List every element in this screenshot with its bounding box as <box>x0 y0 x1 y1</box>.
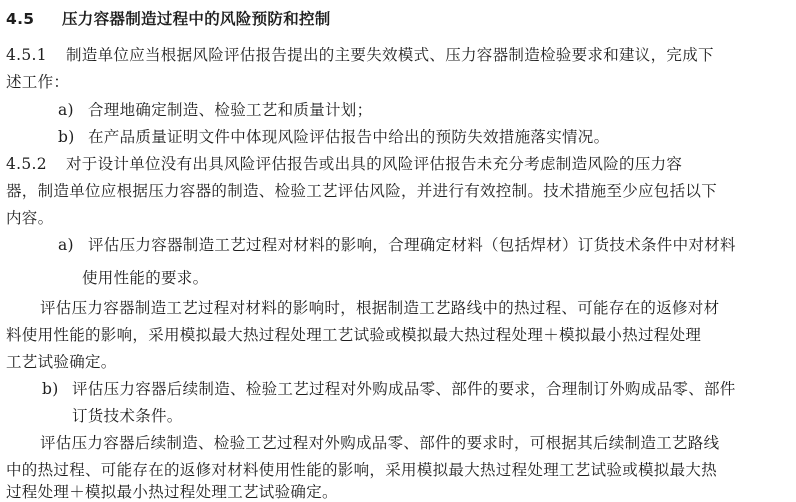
paragraph-a-line-2: 料使用性能的影响，采用模拟最大热过程处理工艺试验或模拟最大热过程处理＋模拟最小热过程处理 <box>6 326 702 344</box>
clause-4-5-1-line-2: 述工作： <box>6 73 70 91</box>
section-title: 压力容器制造过程中的风险预防和控制 <box>62 10 331 28</box>
clause-4-5-2-line-2: 器，制造单位应根据压力容器的制造、检验工艺评估风险，并进行有效控制。技术措施至少应包括以下 <box>6 182 718 200</box>
list-marker: b) <box>58 128 75 146</box>
clause-text: 对于设计单位没有出具风险评估报告或出具的风险评估报告未充分考虑制造风险的压力容 <box>66 155 683 173</box>
clause-4-5-2-line-1 <box>6 154 682 174</box>
paragraph-b-line-2: 中的热过程、可能存在的返修对材料使用性能的影响，采用模拟最大热过程处理工艺试验或模拟最大热 <box>6 461 718 479</box>
list-marker: b) <box>42 380 59 398</box>
list-item-text: 评估压力容器制造工艺过程对材料的影响，合理确定材料（包括焊材）订货技术条件中对材料 <box>88 236 736 254</box>
paragraph-a-line-3: 工艺试验确定。 <box>6 353 117 371</box>
list-item-4-5-2-b <box>42 379 736 399</box>
list-item-text: 在产品质量证明文件中体现风险评估报告中给出的预防失效措施落实情况。 <box>88 128 610 146</box>
paragraph-b-line-3: 过程处理＋模拟最小热过程处理工艺试验确定。 <box>6 483 338 501</box>
clause-4-5-1-line-1 <box>6 45 714 65</box>
list-item-4-5-1-a <box>58 100 372 120</box>
paragraph-b-line-1: 评估压力容器后续制造、检验工艺过程对外购成品零、部件的要求时，可根据其后续制造工艺路线 <box>40 434 720 452</box>
list-item-4-5-2-a-line-2: 使用性能的要求。 <box>82 269 209 287</box>
paragraph-a-line-1: 评估压力容器制造工艺过程对材料的影响时，根据制造工艺路线中的热过程、可能存在的返修对材 <box>40 299 720 317</box>
clause-text: 制造单位应当根据风险评估报告提出的主要失效模式、压力容器制造检验要求和建议，完成下 <box>66 46 714 64</box>
section-number: 4.5 <box>6 10 35 28</box>
clause-4-5-2-line-3: 内容。 <box>6 209 54 227</box>
clause-number: 4.5.1 <box>6 46 47 64</box>
list-item-text: 评估压力容器后续制造、检验工艺过程对外购成品零、部件的要求，合理制订外购成品零、部件 <box>72 380 736 398</box>
list-item-4-5-2-b-line-2: 订货技术条件。 <box>72 407 183 425</box>
list-marker: a) <box>58 101 74 119</box>
list-item-4-5-1-b <box>58 127 609 147</box>
section-heading <box>6 9 331 29</box>
list-item-text: 合理地确定制造、检验工艺和质量计划； <box>88 101 373 119</box>
list-marker: a) <box>58 236 74 254</box>
list-item-4-5-2-a <box>58 235 736 255</box>
clause-number: 4.5.2 <box>6 155 47 173</box>
